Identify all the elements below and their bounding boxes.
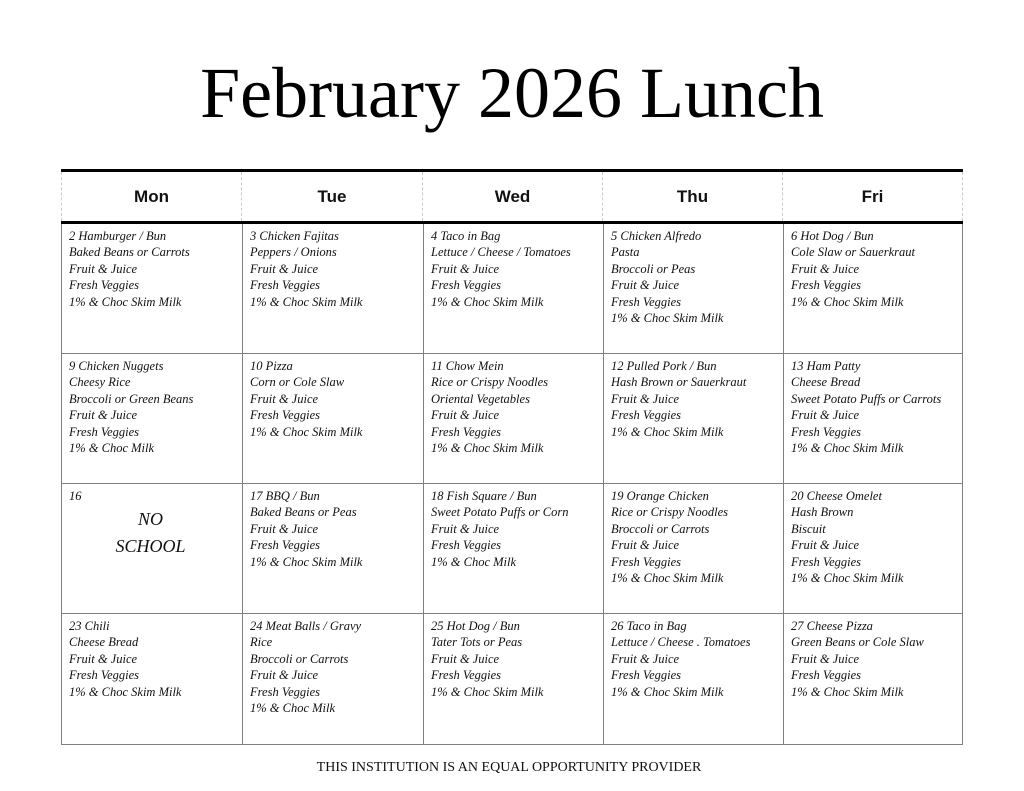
- day-entry-main: 23 Chili: [69, 619, 110, 633]
- lunch-calendar: [61, 169, 963, 745]
- menu-item: Fresh Veggies: [791, 668, 862, 683]
- menu-item: 1% & Choc Skim Milk: [611, 424, 724, 439]
- menu-item: Broccoli or Carrots: [250, 651, 349, 666]
- menu-item: Cheese Bread: [791, 375, 861, 390]
- menu-item: Fresh Veggies: [250, 684, 321, 699]
- day-cell-mon: [62, 614, 243, 744]
- menu-item: Fresh Veggies: [431, 668, 502, 683]
- day-cell-wed: [424, 484, 604, 613]
- menu-item: Fruit & Juice: [69, 261, 138, 276]
- day-cell-thu: [604, 224, 784, 353]
- day-cell-tue: [243, 354, 424, 483]
- no-school-note: SCHOOL: [115, 536, 186, 557]
- menu-item: Pasta: [611, 245, 640, 260]
- page-title: February 2026 Lunch: [200, 53, 824, 133]
- menu-item: Broccoli or Green Beans: [69, 391, 194, 406]
- day-cell-fri: [784, 614, 963, 744]
- menu-item: Hash Brown or Sauerkraut: [611, 375, 747, 390]
- menu-item: Fresh Veggies: [611, 554, 682, 569]
- footer-notice: THIS INSTITUTION IS AN EQUAL OPPORTUNITY PROVIDER: [316, 760, 702, 775]
- menu-item: Fruit & Juice: [250, 521, 319, 536]
- menu-item: Tater Tots or Peas: [431, 635, 523, 650]
- menu-item: Fresh Veggies: [791, 554, 862, 569]
- menu-item: 1% & Choc Skim Milk: [791, 441, 904, 456]
- menu-item: Sweet Potato Puffs or Carrots: [791, 391, 942, 406]
- menu-item: 1% & Choc Skim Milk: [611, 571, 724, 586]
- menu-item: Fruit & Juice: [431, 651, 500, 666]
- day-entry-main: 16: [69, 489, 82, 503]
- menu-item: Fresh Veggies: [431, 278, 502, 293]
- menu-item: Peppers / Onions: [250, 245, 337, 260]
- day-cell-thu: [604, 354, 784, 483]
- menu-item: Fresh Veggies: [611, 668, 682, 683]
- day-cell-wed: [424, 224, 604, 353]
- menu-item: Fresh Veggies: [250, 278, 321, 293]
- menu-item: 1% & Choc Skim Milk: [791, 684, 904, 699]
- menu-item: 1% & Choc Skim Milk: [69, 294, 182, 309]
- menu-item: Fruit & Juice: [69, 651, 138, 666]
- day-cell-tue: [243, 224, 424, 353]
- menu-item: Cole Slaw or Sauerkraut: [791, 245, 915, 260]
- menu-item: Lettuce / Cheese / Tomatoes: [431, 245, 571, 260]
- day-cell-wed: [424, 354, 604, 483]
- day-entry-main: 20 Cheese Omelet: [791, 489, 882, 503]
- header-thu: Thu: [603, 172, 783, 221]
- day-cell-fri: [784, 224, 963, 353]
- menu-item: Fruit & Juice: [431, 261, 500, 276]
- menu-item: Fruit & Juice: [611, 391, 680, 406]
- menu-item: Fruit & Juice: [250, 668, 319, 683]
- day-cell-mon: [62, 224, 243, 353]
- day-entry-main: 6 Hot Dog / Bun: [791, 229, 874, 243]
- menu-item: 1% & Choc Skim Milk: [431, 684, 544, 699]
- day-entry-main: 17 BBQ / Bun: [250, 489, 320, 503]
- day-entry-main: 12 Pulled Pork / Bun: [611, 359, 717, 373]
- day-cell-wed: [424, 614, 604, 744]
- no-school-note: NO: [137, 509, 163, 530]
- menu-item: Fruit & Juice: [791, 408, 860, 423]
- menu-item: 1% & Choc Skim Milk: [791, 294, 904, 309]
- menu-item: Fresh Veggies: [250, 408, 321, 423]
- menu-item: Fresh Veggies: [611, 294, 682, 309]
- menu-item: Fruit & Juice: [611, 538, 680, 553]
- header-wed: Wed: [423, 172, 603, 221]
- day-entry-main: 3 Chicken Fajitas: [250, 229, 339, 243]
- day-entry-main: 24 Meat Balls / Gravy: [250, 619, 362, 633]
- menu-item: Fresh Veggies: [431, 424, 502, 439]
- menu-item: Sweet Potato Puffs or Corn: [431, 505, 569, 520]
- menu-item: Fresh Veggies: [69, 278, 140, 293]
- menu-item: Green Beans or Cole Slaw: [791, 635, 924, 650]
- menu-item: Broccoli or Peas: [611, 261, 696, 276]
- menu-item: Fresh Veggies: [69, 424, 140, 439]
- week-row: [62, 484, 963, 614]
- day-cell-mon: [62, 354, 243, 483]
- menu-item: Corn or Cole Slaw: [250, 375, 345, 390]
- day-cell-mon: [62, 484, 243, 613]
- menu-item: Oriental Vegetables: [431, 391, 530, 406]
- menu-item: Fruit & Juice: [250, 261, 319, 276]
- day-entry-main: 9 Chicken Nuggets: [69, 359, 164, 373]
- menu-item: Broccoli or Carrots: [611, 521, 710, 536]
- header-fri: Fri: [783, 172, 963, 221]
- calendar-grid: [61, 224, 963, 745]
- menu-item: Fresh Veggies: [250, 538, 321, 553]
- menu-item: Biscuit: [791, 521, 826, 536]
- day-entry-main: 27 Cheese Pizza: [791, 619, 873, 633]
- day-cell-tue: [243, 484, 424, 613]
- day-cell-tue: [243, 614, 424, 744]
- menu-item: Fresh Veggies: [431, 538, 502, 553]
- menu-item: Rice: [250, 635, 273, 650]
- menu-item: 1% & Choc Skim Milk: [69, 684, 182, 699]
- menu-item: Fruit & Juice: [791, 261, 860, 276]
- menu-item: Fruit & Juice: [250, 391, 319, 406]
- week-row: [62, 354, 963, 484]
- menu-item: 1% & Choc Milk: [431, 554, 517, 569]
- menu-item: Baked Beans or Carrots: [69, 245, 190, 260]
- menu-item: Rice or Crispy Noodles: [431, 375, 549, 390]
- menu-item: Fruit & Juice: [611, 278, 680, 293]
- weekday-header-row: [61, 172, 963, 221]
- menu-item: Fresh Veggies: [611, 408, 682, 423]
- day-cell-fri: [784, 354, 963, 483]
- menu-item: 1% & Choc Skim Milk: [611, 311, 724, 326]
- menu-item: 1% & Choc Skim Milk: [431, 441, 544, 456]
- header-mon: Mon: [61, 172, 242, 221]
- menu-item: 1% & Choc Skim Milk: [791, 571, 904, 586]
- menu-item: Lettuce / Cheese . Tomatoes: [611, 635, 751, 650]
- menu-item: Rice or Crispy Noodles: [611, 505, 729, 520]
- day-entry-main: 11 Chow Mein: [431, 359, 504, 373]
- menu-item: Fresh Veggies: [791, 424, 862, 439]
- menu-item: 1% & Choc Skim Milk: [250, 424, 363, 439]
- menu-item: Fruit & Juice: [791, 538, 860, 553]
- day-cell-thu: [604, 614, 784, 744]
- menu-item: Baked Beans or Peas: [250, 505, 357, 520]
- day-entry-main: 4 Taco in Bag: [431, 229, 501, 243]
- week-row: [62, 614, 963, 744]
- day-cell-fri: [784, 484, 963, 613]
- menu-item: 1% & Choc Skim Milk: [611, 684, 724, 699]
- menu-item: 1% & Choc Milk: [250, 701, 336, 716]
- menu-item: Fruit & Juice: [69, 408, 138, 423]
- menu-item: 1% & Choc Milk: [69, 441, 155, 456]
- menu-item: Fruit & Juice: [431, 521, 500, 536]
- menu-item: 1% & Choc Skim Milk: [250, 554, 363, 569]
- menu-item: Cheesy Rice: [69, 375, 131, 390]
- menu-item: Hash Brown: [791, 505, 854, 520]
- day-entry-main: 26 Taco in Bag: [611, 619, 687, 633]
- menu-item: Cheese Bread: [69, 635, 139, 650]
- day-entry-main: 18 Fish Square / Bun: [431, 489, 537, 503]
- day-entry-main: 10 Pizza: [250, 359, 293, 373]
- menu-item: Fresh Veggies: [791, 278, 862, 293]
- day-entry-main: 25 Hot Dog / Bun: [431, 619, 520, 633]
- menu-item: Fruit & Juice: [611, 651, 680, 666]
- day-entry-main: 19 Orange Chicken: [611, 489, 709, 503]
- menu-item: 1% & Choc Skim Milk: [431, 294, 544, 309]
- day-cell-thu: [604, 484, 784, 613]
- day-entry-main: 13 Ham Patty: [791, 359, 861, 373]
- week-row: [62, 224, 963, 354]
- day-entry-main: 5 Chicken Alfredo: [611, 229, 702, 243]
- day-entry-main: 2 Hamburger / Bun: [69, 229, 167, 243]
- menu-item: 1% & Choc Skim Milk: [250, 294, 363, 309]
- menu-item: Fruit & Juice: [431, 408, 500, 423]
- menu-item: Fruit & Juice: [791, 651, 860, 666]
- menu-item: Fresh Veggies: [69, 668, 140, 683]
- header-tue: Tue: [242, 172, 423, 221]
